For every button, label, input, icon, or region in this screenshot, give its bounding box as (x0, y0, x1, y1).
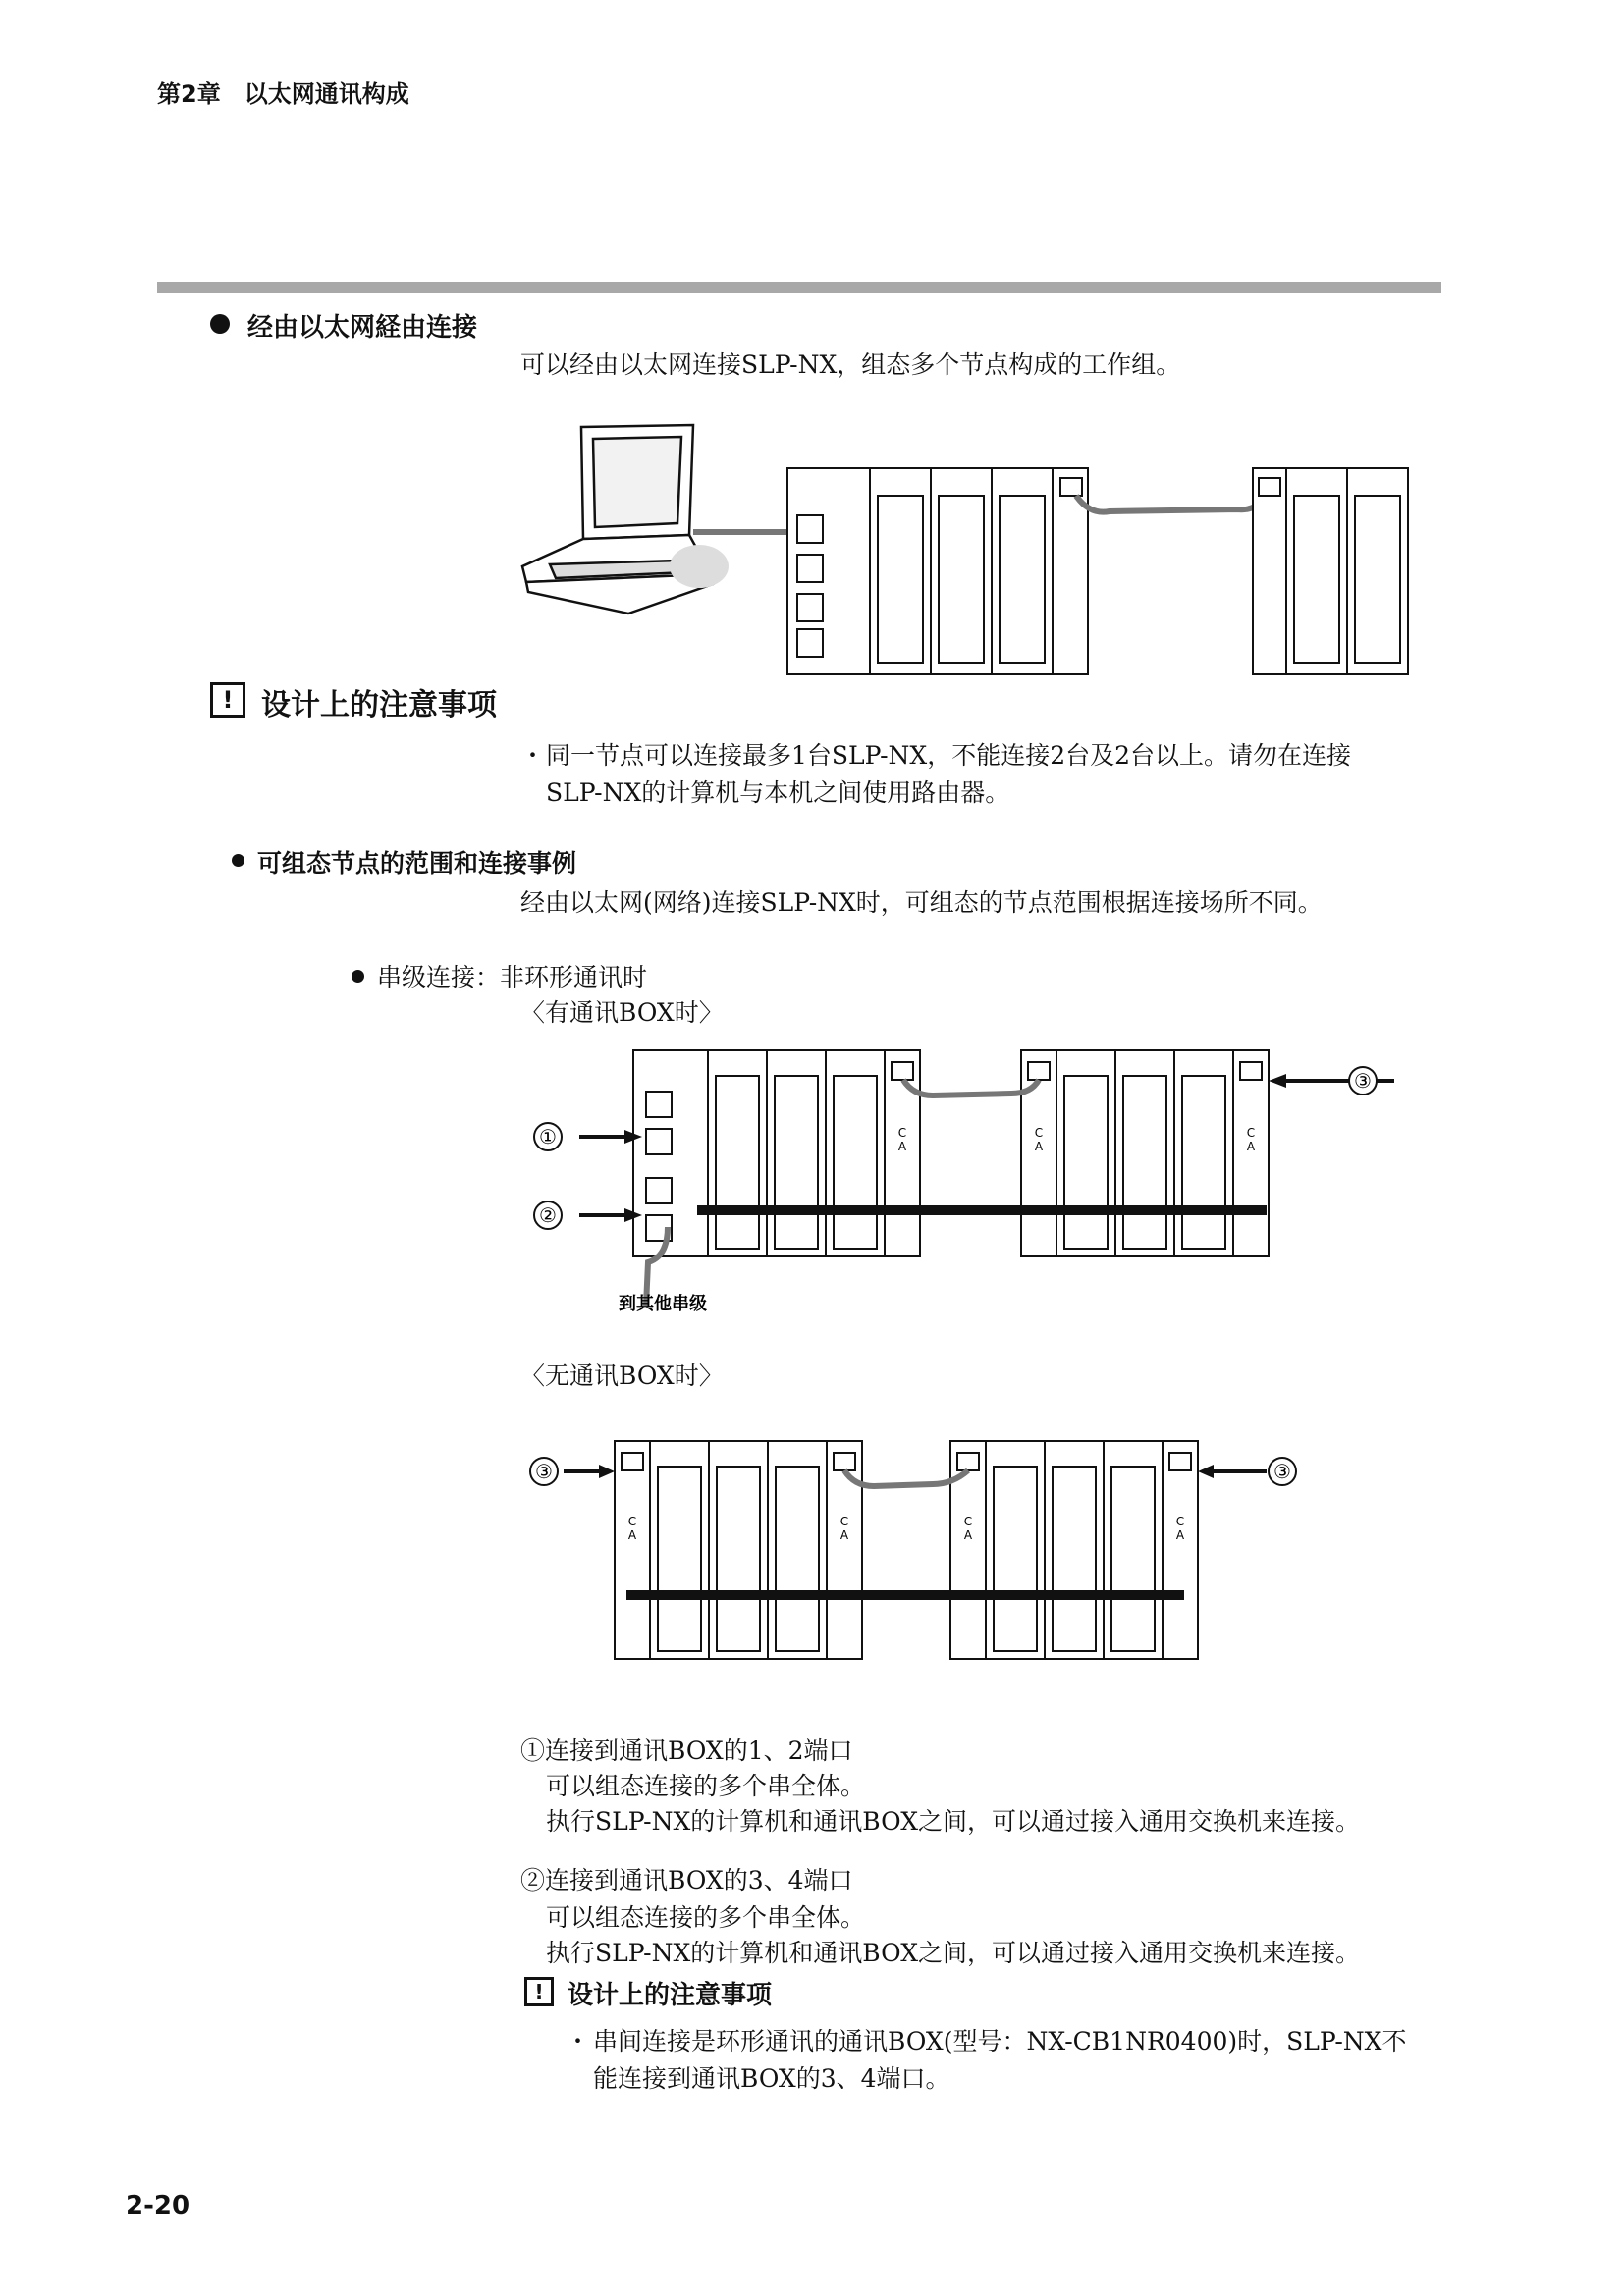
chapter-header: 第2章 以太网通讯构成 (157, 80, 409, 108)
note-line: 同一节点可以连接最多1台SLP-NX，不能连接2台及2台以上。请勿在连接 (546, 741, 1352, 770)
bullet-icon (210, 314, 230, 334)
ca-label: C (1246, 1126, 1256, 1140)
case-without-box-label: 〈无通讯BOX时〉 (520, 1362, 724, 1390)
note-line: 能连接到通讯BOX的3、4端口。 (593, 2064, 950, 2093)
explanation-line: 执行SLP-NX的计算机和通讯BOX之间，可以通过接入通用交换机来连接。 (546, 1807, 1360, 1836)
explanation-line: 执行SLP-NX的计算机和通讯BOX之间，可以通过接入通用交换机来连接。 (546, 1939, 1360, 1967)
bullet-icon (232, 854, 244, 867)
laptop-connection-diagram (511, 417, 1414, 687)
ca-label: A (1034, 1140, 1044, 1153)
page-number: 2-20 (126, 2191, 190, 2220)
io-module (870, 468, 1088, 674)
cascade-without-box-diagram (520, 1431, 1424, 1667)
ca-label: C (963, 1515, 973, 1528)
laptop-icon (522, 425, 729, 614)
to-other-chain-label: 到其他串级 (619, 1294, 707, 1314)
ca-label: C (627, 1515, 637, 1528)
explanation-heading: ①连接到通讯BOX的1、2端口 (520, 1736, 853, 1765)
ca-label: C (1034, 1126, 1044, 1140)
note-bullet: ・ (520, 741, 546, 770)
section-body-range: 经由以太网(网络)连接SLP-NX时，可组态的节点范围根据连接场所不同。 (520, 888, 1323, 917)
marker-2: ② (539, 1203, 557, 1227)
note-line: 串间连接是环形通讯的通讯BOX(型号：NX-CB1NR0400)时，SLP-NX不 (593, 2027, 1407, 2056)
explanation-line: 可以组态连接的多个串全体。 (546, 1903, 866, 1932)
cpu-module (787, 468, 870, 674)
marker-3: ③ (1354, 1069, 1372, 1093)
ca-label: A (627, 1528, 637, 1542)
note-line: SLP-NX的计算机与本机之间使用路由器。 (546, 778, 1010, 807)
section-body-ethernet: 可以经由以太网连接SLP-NX，组态多个节点构成的工作组。 (520, 350, 1181, 379)
marker-3: ③ (535, 1460, 553, 1483)
ca-label: A (839, 1528, 849, 1542)
warning-icon: ! (524, 1977, 554, 2006)
ca-label: C (1175, 1515, 1185, 1528)
explanation-heading: ②连接到通讯BOX的3、4端口 (520, 1866, 853, 1895)
io-module (1253, 468, 1408, 674)
section-title-cascade: 串级连接：非环形通讯时 (377, 963, 648, 991)
ca-label: A (897, 1140, 907, 1153)
note-title: 设计上的注意事项 (568, 1981, 773, 2010)
bullet-icon (352, 970, 364, 983)
ca-label: A (963, 1528, 973, 1542)
ca-label: A (1175, 1528, 1185, 1542)
marker-1: ① (539, 1125, 557, 1148)
case-with-box-label: 〈有通讯BOX时〉 (520, 998, 724, 1027)
explanation-line: 可以组态连接的多个串全体。 (546, 1772, 866, 1800)
marker-3: ③ (1273, 1460, 1291, 1483)
section-title-range: 可组态节点的范围和连接事例 (257, 849, 577, 878)
cascade-with-box-diagram (520, 1041, 1424, 1325)
ca-label: A (1246, 1140, 1256, 1153)
section-title-ethernet: 经由以太网経由连接 (247, 313, 478, 343)
note-title: 设计上的注意事项 (261, 688, 497, 722)
ca-label: C (839, 1515, 849, 1528)
section-divider (157, 282, 1441, 293)
warning-icon: ! (210, 682, 245, 718)
note-bullet: ・ (566, 2027, 591, 2056)
ca-label: C (897, 1126, 907, 1140)
